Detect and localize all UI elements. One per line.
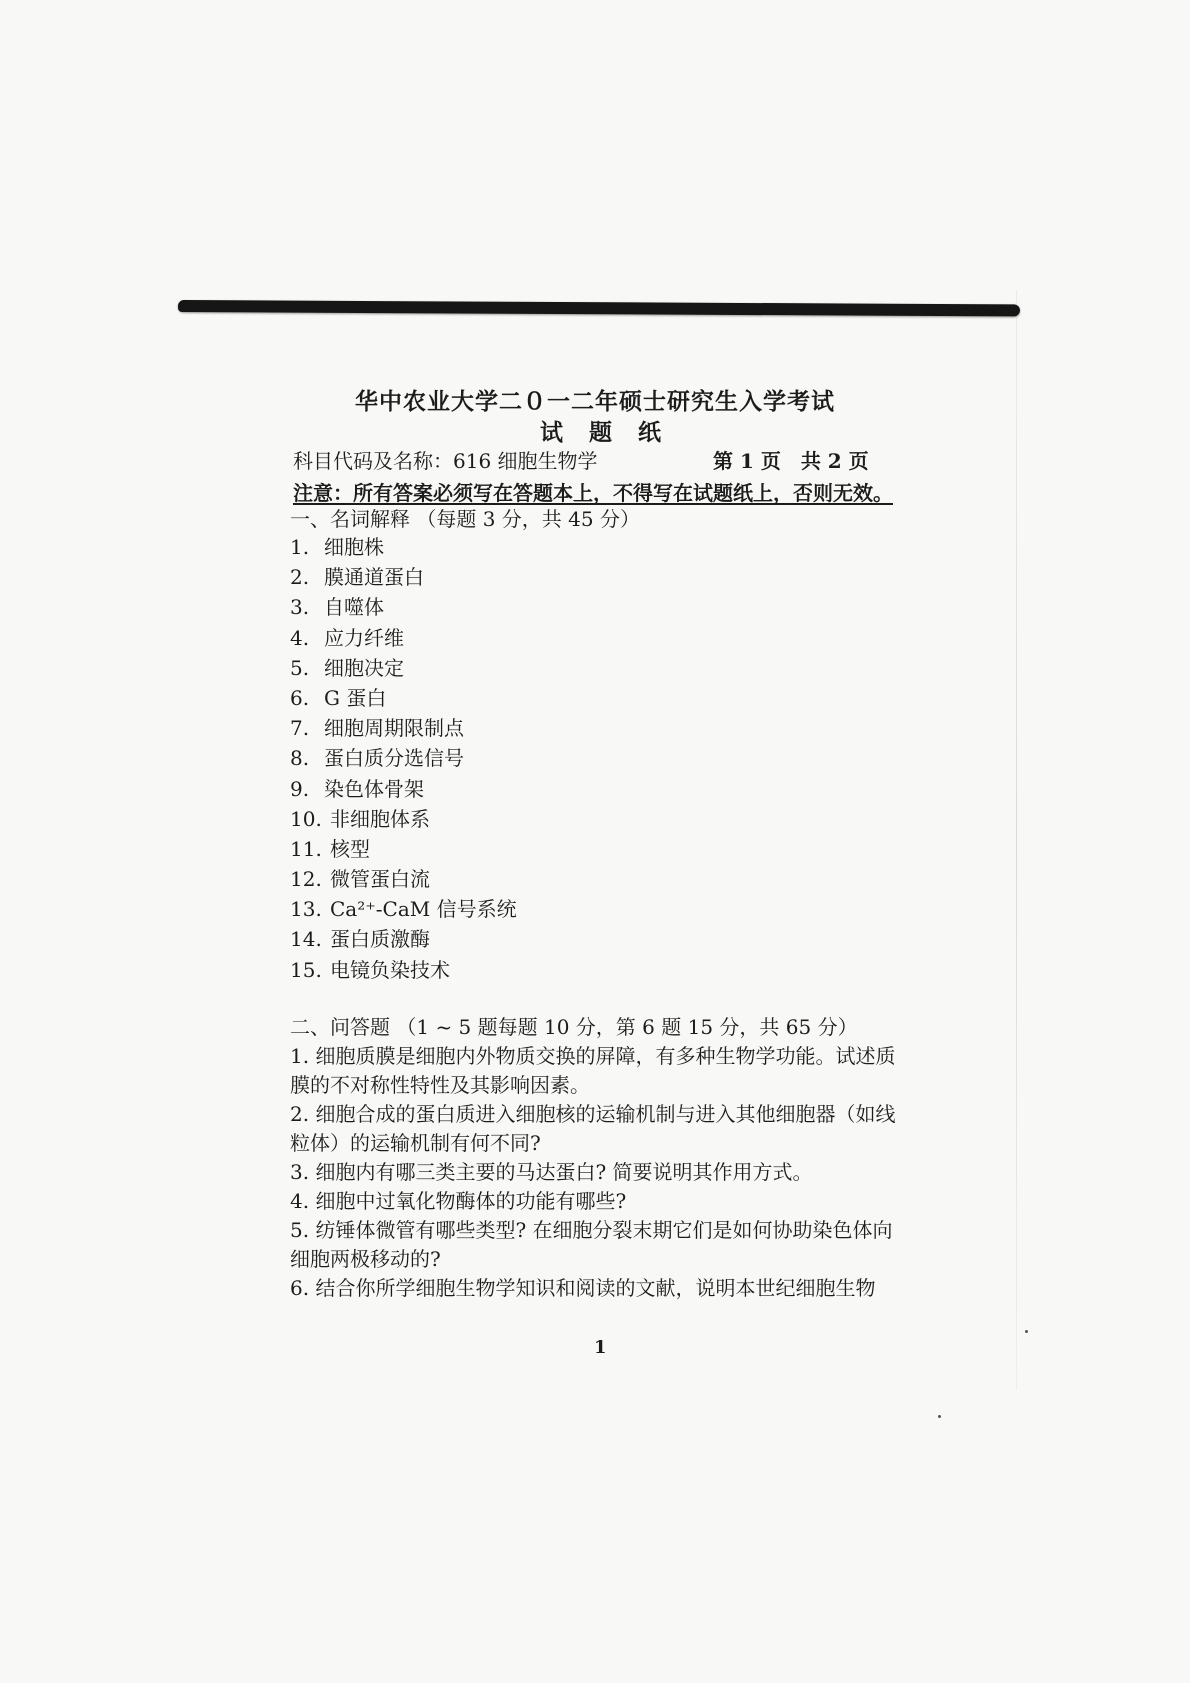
subtitle-char-1: 试 — [540, 419, 563, 446]
list-item — [290, 955, 517, 985]
term-list — [290, 532, 517, 985]
scan-binding-bar-tail — [178, 304, 358, 312]
list-item — [290, 532, 517, 562]
scan-speck — [1025, 1330, 1028, 1333]
item-number: 2. — [290, 565, 310, 590]
item-number: 10. — [290, 806, 322, 831]
exam-notice: 注意：所有答案必须写在答题本上，不得写在试题纸上，否则无效。 — [293, 481, 893, 505]
item-number: 8. — [290, 746, 310, 771]
list-item — [290, 653, 517, 683]
item-text: 非细胞体系 — [330, 806, 430, 831]
question-item: 6. 结合你所学细胞生物学知识和阅读的文献，说明本世纪细胞生物 — [290, 1276, 876, 1300]
item-number: 11. — [290, 836, 322, 861]
item-number: 3. — [290, 595, 310, 620]
question-item: 2. 细胞合成的蛋白质进入细胞核的运输机制与进入其他细胞器（如线粒体）的运输机制有何不同? — [290, 1102, 896, 1155]
page-number: 1 — [594, 1337, 607, 1358]
item-number: 1. — [290, 535, 310, 559]
item-number: 13. — [290, 897, 322, 922]
list-item — [290, 623, 517, 653]
item-number: 9. — [290, 776, 310, 801]
exam-title: 华中农业大学二０一二年硕士研究生入学考试 — [355, 388, 835, 415]
subject-code-name: 科目代码及名称：616 细胞生物学 — [293, 449, 598, 473]
item-text: 电镜负染技术 — [330, 957, 450, 982]
list-item — [290, 804, 517, 834]
item-number: 6. — [290, 685, 310, 710]
scan-edge-line — [1016, 290, 1017, 1390]
list-item — [290, 683, 517, 713]
section1-heading: 一、名词解释 （每题 3 分，共 45 分） — [290, 507, 640, 531]
item-text: Ca²⁺-CaM 信号系统 — [330, 897, 517, 922]
list-item — [290, 864, 517, 894]
list-item — [290, 924, 517, 954]
item-text: G 蛋白 — [324, 685, 387, 710]
exam-subtitle — [540, 414, 687, 447]
question-item: 1. 细胞质膜是细胞内外物质交换的屏障，有多种生物学功能。试述质膜的不对称性特性及其影响因素。 — [290, 1044, 896, 1097]
item-text: 自噬体 — [324, 595, 384, 620]
list-item — [290, 743, 517, 773]
item-text: 核型 — [330, 836, 370, 861]
question-item: 5. 纺锤体微管有哪些类型? 在细胞分裂末期它们是如何协助染色体向细胞两极移动的? — [290, 1218, 893, 1271]
item-number: 15. — [290, 957, 322, 982]
subtitle-char-3: 纸 — [638, 419, 661, 446]
list-item — [290, 592, 517, 622]
item-number: 7. — [290, 716, 310, 741]
item-number: 4. — [290, 625, 310, 650]
item-number: 5. — [290, 655, 310, 680]
list-item — [290, 774, 517, 804]
item-text: 细胞株 — [324, 535, 384, 559]
subtitle-char-2: 题 — [589, 419, 612, 446]
list-item — [290, 562, 517, 592]
item-text: 细胞决定 — [324, 655, 404, 680]
question-list — [290, 1042, 910, 1303]
item-text: 膜通道蛋白 — [324, 565, 424, 590]
item-text: 微管蛋白流 — [330, 867, 430, 892]
item-text: 蛋白质激酶 — [330, 927, 430, 952]
item-number: 14. — [290, 927, 322, 952]
scan-speck — [938, 1415, 941, 1418]
list-item — [290, 894, 517, 924]
question-item: 3. 细胞内有哪三类主要的马达蛋白? 简要说明其作用方式。 — [290, 1160, 813, 1184]
section2-heading: 二、问答题 （1 ~ 5 题每题 10 分，第 6 题 15 分，共 65 分） — [290, 1015, 858, 1039]
item-text: 染色体骨架 — [324, 776, 424, 801]
page-info: 第 1 页 共 2 页 — [713, 449, 869, 473]
list-item — [290, 834, 517, 864]
item-text: 细胞周期限制点 — [324, 716, 464, 741]
question-item: 4. 细胞中过氧化物酶体的功能有哪些? — [290, 1189, 627, 1213]
item-number: 12. — [290, 867, 322, 892]
item-text: 应力纤维 — [324, 625, 404, 650]
list-item — [290, 713, 517, 743]
item-text: 蛋白质分选信号 — [324, 746, 464, 771]
